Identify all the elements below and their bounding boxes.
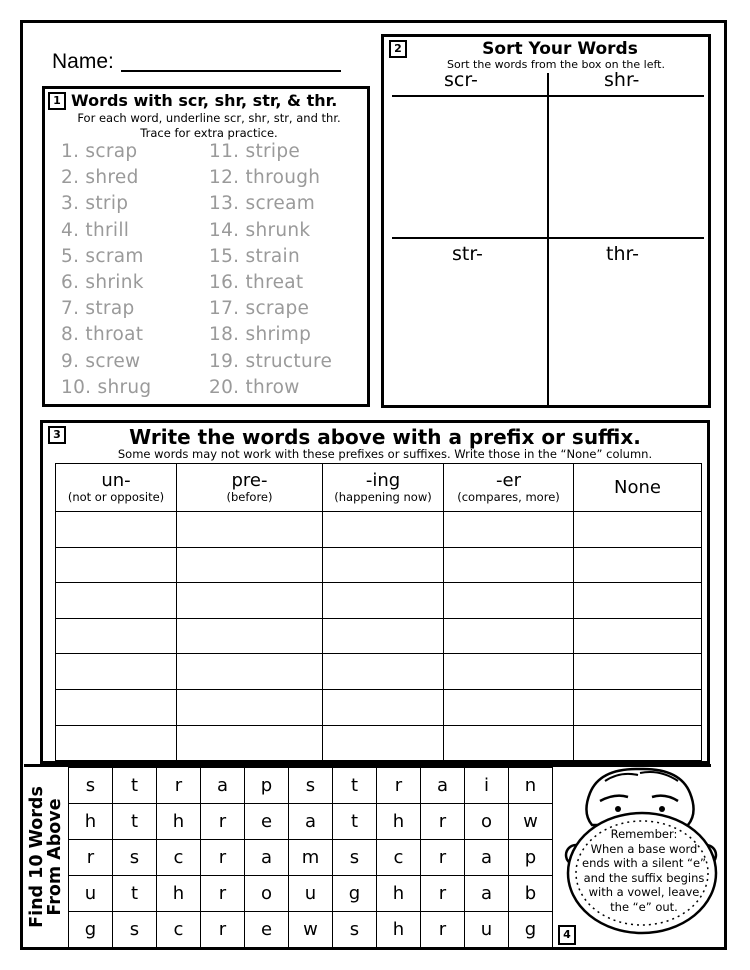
remember-line: When a base word	[590, 841, 698, 856]
answer-cell[interactable]	[177, 618, 323, 654]
grid-letter[interactable]: r	[201, 876, 245, 912]
grid-letter[interactable]: r	[421, 804, 465, 840]
grid-row	[69, 768, 553, 804]
word-item: 6. shrink	[61, 272, 144, 293]
grid-letter[interactable]: h	[377, 876, 421, 912]
section-number: 1	[48, 92, 66, 110]
table-row	[56, 512, 702, 548]
answer-cell[interactable]	[323, 654, 444, 690]
grid-letter[interactable]: r	[201, 804, 245, 840]
answer-cell[interactable]	[323, 725, 444, 761]
grid-letter[interactable]: s	[289, 768, 333, 804]
table-row	[56, 689, 702, 725]
grid-letter[interactable]: t	[113, 876, 157, 912]
sort-box	[381, 34, 711, 408]
word-item: 18. shrimp	[209, 324, 312, 346]
grid-letter[interactable]: c	[157, 912, 201, 948]
answer-cell[interactable]	[56, 512, 177, 548]
grid-letter[interactable]: r	[201, 912, 245, 948]
sort-instructions: Sort the words from the box on the left.	[447, 58, 665, 71]
grid-letter[interactable]: w	[289, 912, 333, 948]
remember-line: and the suffix begins	[583, 870, 705, 885]
grid-letter[interactable]: s	[113, 912, 157, 948]
sort-label-thr: thr-	[606, 243, 639, 265]
word-item: 1. scrap	[61, 141, 138, 162]
word-search-grid	[68, 767, 553, 948]
grid-letter[interactable]: h	[69, 804, 113, 840]
grid-letter[interactable]: t	[333, 804, 377, 840]
grid-letter[interactable]: r	[157, 768, 201, 804]
sort-label-str: str-	[452, 243, 483, 265]
answer-cell[interactable]	[177, 547, 323, 583]
grid-letter[interactable]: p	[509, 840, 553, 876]
grid-letter[interactable]: r	[69, 840, 113, 876]
side-title-line: Find 10 Words	[27, 786, 47, 928]
grid-row	[69, 876, 553, 912]
word-item: 11. stripe	[209, 141, 301, 162]
word-item: 9. screw	[61, 350, 141, 372]
grid-letter[interactable]: r	[377, 768, 421, 804]
word-item: 10. shrug	[61, 376, 152, 398]
word-item: 15. strain	[209, 245, 301, 267]
table-row	[56, 725, 702, 761]
answer-cell[interactable]	[323, 618, 444, 654]
answer-cell[interactable]	[177, 583, 323, 619]
sort-label-shr: shr-	[604, 69, 640, 91]
grid-letter[interactable]: s	[113, 840, 157, 876]
remember-graphic	[560, 805, 720, 935]
answer-cell[interactable]	[444, 689, 574, 725]
answer-cell[interactable]	[323, 689, 444, 725]
answer-cell[interactable]	[574, 618, 702, 654]
grid-letter[interactable]: r	[421, 876, 465, 912]
grid-letter[interactable]: g	[509, 912, 553, 948]
grid-letter[interactable]: s	[69, 768, 113, 804]
word-item: 7. strap	[61, 298, 135, 320]
grid-letter[interactable]: h	[157, 876, 201, 912]
word-item: 5. scram	[61, 245, 144, 267]
section-number: 4	[558, 925, 576, 945]
remember-line: the “e” out.	[610, 899, 678, 914]
answer-cell[interactable]	[574, 654, 702, 690]
word-item: 16. threat	[209, 272, 304, 293]
grid-letter[interactable]: a	[245, 840, 289, 876]
grid-letter[interactable]: o	[245, 876, 289, 912]
table-row	[56, 547, 702, 583]
answer-cell[interactable]	[56, 689, 177, 725]
answer-cell[interactable]	[574, 583, 702, 619]
answer-cell[interactable]	[323, 547, 444, 583]
grid-letter[interactable]: s	[333, 840, 377, 876]
name-label: Name:	[52, 50, 114, 73]
word-item: 19. structure	[209, 350, 333, 372]
grid-letter[interactable]: r	[201, 840, 245, 876]
prefix-suffix-table	[55, 463, 702, 761]
remember-line: ends with a silent “e”	[582, 856, 706, 870]
word-item: 17. scrape	[209, 298, 310, 320]
sort-divider-vertical	[547, 73, 549, 408]
grid-letter[interactable]: r	[421, 912, 465, 948]
answer-cell[interactable]	[574, 547, 702, 583]
word-item: 13. scream	[209, 193, 316, 215]
grid-letter[interactable]: c	[157, 840, 201, 876]
instruction-line: Trace for extra practice.	[140, 126, 278, 140]
grid-letter[interactable]: u	[289, 876, 333, 912]
word-item: 14. shrunk	[209, 219, 311, 241]
answer-cell[interactable]	[177, 512, 323, 548]
grid-letter[interactable]: c	[377, 840, 421, 876]
grid-letter[interactable]: a	[465, 840, 509, 876]
word-search-side-title	[24, 767, 68, 947]
answer-cell[interactable]	[574, 689, 702, 725]
word-list-box	[42, 86, 370, 407]
grid-letter[interactable]: t	[113, 804, 157, 840]
grid-letter[interactable]: m	[289, 840, 333, 876]
grid-letter[interactable]: h	[377, 912, 421, 948]
word-item: 8. throat	[61, 324, 144, 346]
answer-cell[interactable]	[444, 547, 574, 583]
grid-letter[interactable]: i	[465, 768, 509, 804]
answer-cell[interactable]	[444, 512, 574, 548]
table-header-row	[56, 464, 702, 512]
answer-cell[interactable]	[574, 512, 702, 548]
table-row	[56, 618, 702, 654]
side-title-line: From Above	[45, 798, 65, 916]
answer-cell[interactable]	[323, 512, 444, 548]
word-list-title: Words with scr, shr, str, & thr.	[71, 91, 338, 110]
prefix-suffix-instructions: Some words may not work with these prefixes or suffixes. Write those in the “None” column.	[117, 447, 653, 461]
word-item: 4. thrill	[61, 219, 130, 241]
word-item: 12. through	[209, 167, 321, 189]
word-item: 2. shred	[61, 167, 139, 189]
name-line[interactable]	[121, 70, 341, 72]
grid-letter[interactable]: h	[157, 804, 201, 840]
grid-letter[interactable]: u	[69, 876, 113, 912]
grid-letter[interactable]: n	[509, 768, 553, 804]
answer-cell[interactable]	[56, 547, 177, 583]
grid-letter[interactable]: h	[377, 804, 421, 840]
answer-cell[interactable]	[56, 725, 177, 761]
prefix-suffix-title: Write the words above with a prefix or suffix.	[129, 425, 641, 449]
table-row	[56, 654, 702, 690]
instruction-line: For each word, underline scr, shr, str, and thr.	[77, 111, 341, 125]
answer-cell[interactable]	[56, 583, 177, 619]
prefix-suffix-box	[40, 420, 710, 764]
grid-letter[interactable]: e	[245, 912, 289, 948]
sort-title: Sort Your Words	[482, 39, 638, 59]
grid-letter[interactable]: r	[421, 840, 465, 876]
column-header-un: un- (not or opposite)	[56, 464, 177, 512]
grid-row	[69, 840, 553, 876]
grid-letter[interactable]: u	[465, 912, 509, 948]
answer-cell[interactable]	[323, 583, 444, 619]
grid-letter[interactable]: a	[465, 876, 509, 912]
column-header-ing: -ing (happening now)	[323, 464, 444, 512]
grid-letter[interactable]: o	[465, 804, 509, 840]
grid-letter[interactable]: s	[333, 912, 377, 948]
remember-text	[574, 827, 714, 914]
answer-cell[interactable]	[56, 618, 177, 654]
grid-row	[69, 912, 553, 948]
section-number: 2	[389, 40, 407, 58]
grid-letter[interactable]: t	[113, 768, 157, 804]
grid-letter[interactable]: a	[289, 804, 333, 840]
sort-label-scr: scr-	[444, 69, 478, 91]
answer-cell[interactable]	[444, 654, 574, 690]
grid-letter[interactable]: w	[509, 804, 553, 840]
table-row	[56, 583, 702, 619]
column-header-er: -er (compares, more)	[444, 464, 574, 512]
word-item: 20. throw	[209, 376, 300, 398]
grid-letter[interactable]: g	[333, 876, 377, 912]
grid-letter[interactable]: g	[69, 912, 113, 948]
word-item: 3. strip	[61, 193, 129, 215]
answer-cell[interactable]	[177, 654, 323, 690]
remember-line: Remember:	[610, 827, 678, 841]
answer-cell[interactable]	[56, 654, 177, 690]
remember-line: with a vowel, leave	[588, 885, 700, 899]
column-header-none: None	[574, 464, 702, 512]
grid-row	[69, 804, 553, 840]
grid-letter[interactable]: a	[201, 768, 245, 804]
grid-letter[interactable]: p	[245, 768, 289, 804]
answer-cell[interactable]	[444, 725, 574, 761]
answer-cell[interactable]	[444, 618, 574, 654]
grid-letter[interactable]: b	[509, 876, 553, 912]
grid-letter[interactable]: e	[245, 804, 289, 840]
grid-letter[interactable]: t	[333, 768, 377, 804]
word-list-instructions	[55, 111, 363, 141]
answer-cell[interactable]	[177, 689, 323, 725]
grid-letter[interactable]: a	[421, 768, 465, 804]
answer-cell[interactable]	[177, 725, 323, 761]
answer-cell[interactable]	[444, 583, 574, 619]
column-header-pre: pre- (before)	[177, 464, 323, 512]
answer-cell[interactable]	[574, 725, 702, 761]
section-number: 3	[48, 426, 66, 444]
